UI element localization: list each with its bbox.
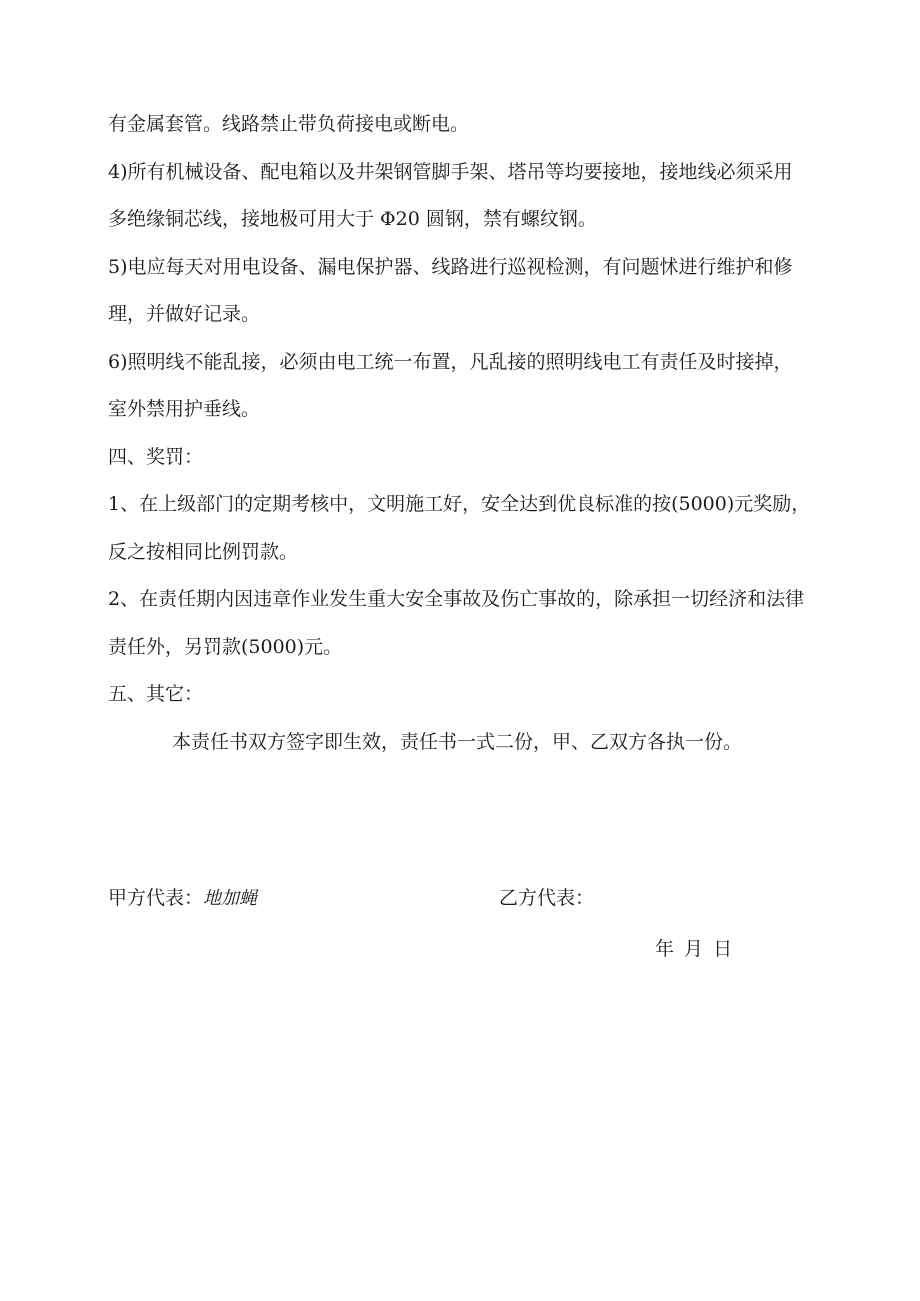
section-heading-rewards: 四、奖罚： (108, 445, 204, 468)
date-line: 年 月 日 (655, 938, 733, 960)
effectivity-statement: 本责任书双方签字即生效，责任书一式二份，甲、乙双方各执一份。 (172, 730, 743, 753)
clause-4-line: 4)所有机械设备、配电箱以及井架钢管脚手架、塔吊等均要接地，接地线必须采用 (108, 160, 793, 183)
reward-item-1-continuation: 反之按相同比例罚款。 (108, 540, 299, 563)
clause-5-continuation: 理，并做好记录。 (108, 303, 261, 325)
party-b-label: 乙方代表： (499, 887, 595, 909)
party-a-label: 甲方代表： (108, 887, 204, 909)
reward-item-2: 2、在责任期内因违章作业发生重大安全事故及伤亡事故的，除承担一切经济和法律 (108, 588, 805, 610)
party-a-signature-block (108, 886, 257, 911)
section-heading-other: 五、其它： (108, 683, 204, 705)
reward-item-2-continuation: 责任外，另罚款(5000)元。 (108, 635, 343, 658)
clause-6-line: 6)照明线不能乱接，必须由电工统一布置，凡乱接的照明线电工有责任及时接掉， (108, 350, 793, 373)
clause-6-continuation: 室外禁用护垂线。 (108, 398, 261, 420)
clause-4-continuation: 多绝缘铜芯线，接地极可用大于 Φ20 圆钢，禁有螺纹钢。 (108, 208, 597, 230)
document-body (108, 112, 848, 777)
party-a-signature: 地加蝇 (203, 888, 258, 909)
reward-item-1: 1、在上级部门的定期考核中，文明施工好，安全达到优良标准的按(5000)元奖励， (108, 493, 811, 515)
signature-row (108, 886, 848, 912)
clause-line: 有金属套管。线路禁止带负荷接电或断电。 (108, 113, 470, 135)
clause-5-line: 5)电应每天对用电设备、漏电保护器、线路进行巡视检测，有问题怵进行维护和修 (108, 255, 793, 278)
party-b-signature-block (499, 886, 594, 910)
